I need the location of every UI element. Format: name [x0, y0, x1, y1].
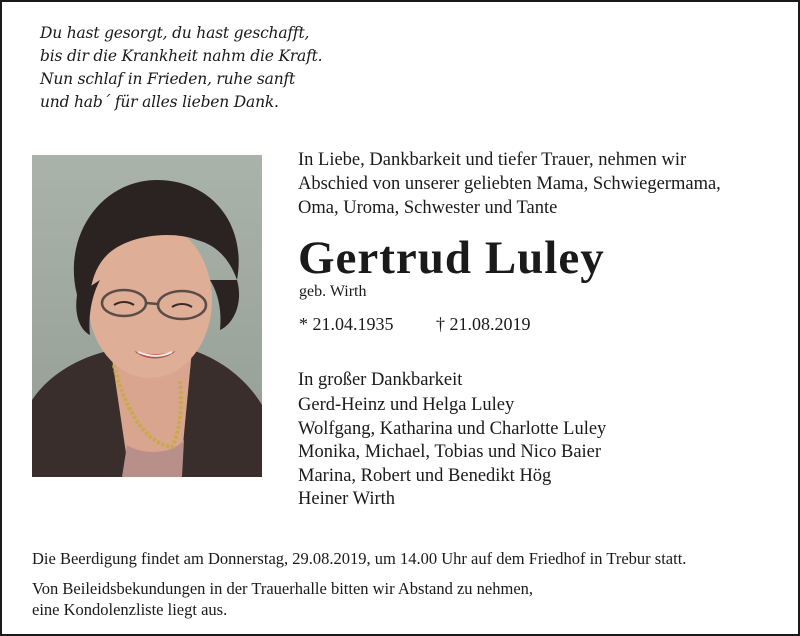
mourners-list	[298, 394, 606, 512]
condolence-line: eine Kondolenzliste liegt aus.	[32, 600, 228, 619]
poem-line: und hab´ für alles lieben Dank.	[40, 93, 279, 111]
poem-line: bis dir die Krankheit nahm die Kraft.	[40, 47, 323, 65]
mourner-entry: Monika, Michael, Tobias und Nico Baier	[298, 442, 602, 462]
memorial-poem	[40, 22, 360, 114]
mourners-heading: In großer Dankbarkeit	[298, 370, 463, 390]
poem-line: Nun schlaf in Frieden, ruhe sanft	[40, 70, 296, 88]
life-dates	[299, 312, 531, 336]
mourner-entry: Wolfgang, Katharina und Charlotte Luley	[298, 418, 607, 439]
mourner-entry: Heiner Wirth	[298, 489, 396, 509]
condolence-line: Von Beileidsbekundungen in der Trauerhalle bitten wir Abstand zu nehmen,	[32, 579, 534, 598]
portrait-photo	[32, 155, 262, 477]
mourner-entry: Marina, Robert und Benedikt Hög	[298, 465, 552, 486]
funeral-info: Die Beerdigung findet am Donnerstag, 29.08.2019, um 14.00 Uhr auf dem Friedhof in Trebur statt.	[32, 549, 687, 568]
deceased-name: Gertrud Luley	[298, 232, 605, 284]
portrait-illustration	[32, 155, 262, 477]
birth-name: geb. Wirth	[299, 283, 367, 300]
mourner-entry: Gerd-Heinz und Helga Luley	[298, 395, 515, 415]
intro-text	[298, 148, 782, 220]
condolence-note	[32, 578, 533, 620]
intro-line: Abschied von unserer geliebten Mama, Schwiegermama,	[298, 174, 721, 194]
intro-line: Oma, Uroma, Schwester und Tante	[298, 198, 558, 218]
death-date: † 21.08.2019	[436, 314, 531, 334]
intro-line: In Liebe, Dankbarkeit und tiefer Trauer, nehmen wir	[298, 150, 687, 170]
poem-line: Du hast gesorgt, du hast geschafft,	[40, 24, 310, 42]
birth-date: * 21.04.1935	[299, 314, 394, 334]
